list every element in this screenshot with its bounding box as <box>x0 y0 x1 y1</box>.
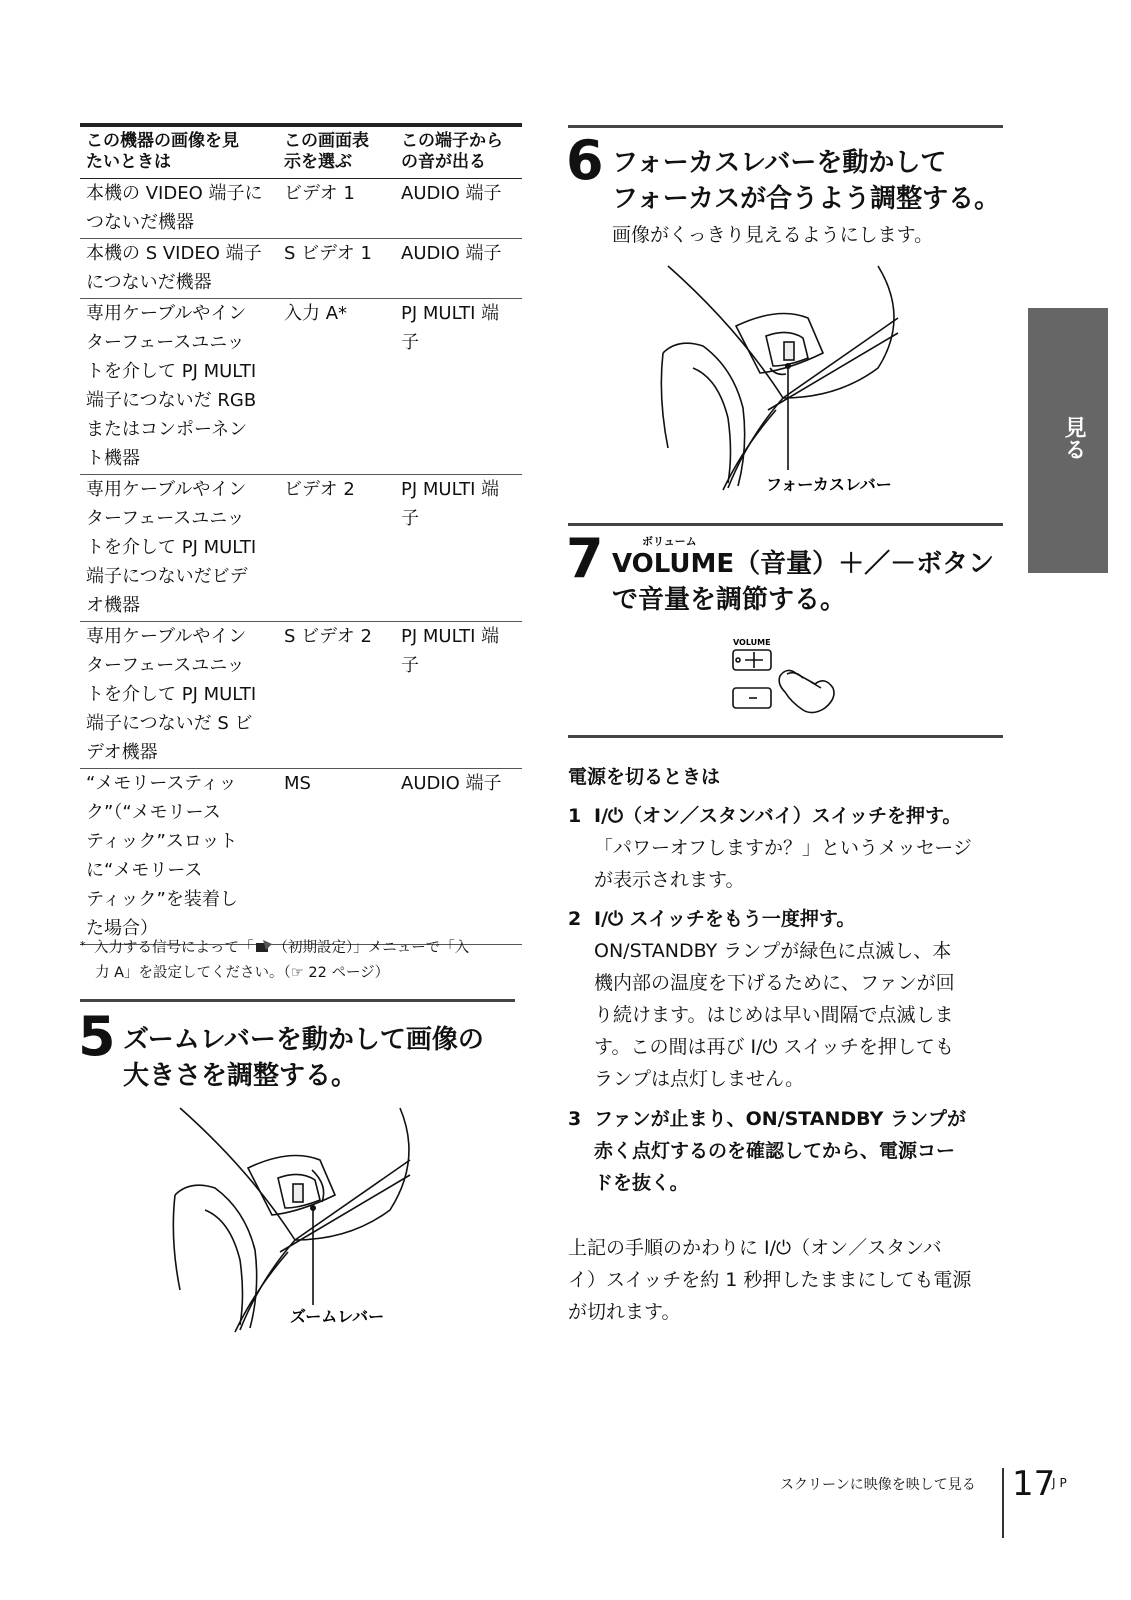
power-section-rule <box>568 735 1003 738</box>
step7-title: VOLUME（音量）＋／－ボタン で音量を調節する。 <box>612 549 995 615</box>
step5-rule <box>80 999 515 1002</box>
power-off-heading: 電源を切るときは <box>568 766 721 788</box>
power-off-note: 上記の手順のかわりに I/⏻（オン／スタンバ イ）スイッチを約 1 秒押したままにしても電源 が切れます。 <box>568 1237 972 1323</box>
table-cell: 本機の S VIDEO 端子 につないだ機器 <box>86 243 262 293</box>
table-cell: 専用ケーブルやイン ターフェースユニッ トを介して PJ MULTI 端子につないだ S ビ デオ機器 <box>86 626 257 763</box>
focus-lever-illustration <box>648 258 913 498</box>
signal-source-table <box>80 123 522 945</box>
table-cell: S ビデオ 2 <box>284 626 372 647</box>
table-cell: AUDIO 端子 <box>401 773 502 794</box>
page-number: 17 <box>1012 1464 1056 1504</box>
table-cell: ビデオ 2 <box>284 479 355 500</box>
table-cell: 入力 A* <box>284 303 348 324</box>
table-body <box>80 179 522 945</box>
table-row <box>80 179 522 239</box>
header-cell: この画面表 示を選ぶ <box>284 131 369 172</box>
footer-divider <box>1002 1468 1004 1538</box>
header-cell: この機器の画像を見 たいときは <box>86 131 239 172</box>
step5-title: ズームレバーを動かして画像の 大きさを調整する。 <box>123 1025 484 1091</box>
volume-label: VOLUME <box>733 638 771 647</box>
power-off-step-2: 2 I/⏻ スイッチをもう一度押す。 ON/STANDBY ランプが緑色に点滅し、本 機内部の温度を下げるために、ファンが回 り続けます。はじめは早い間隔で点滅しま す。この間は再び I/⏻ スイッチを押しても ランプは点灯しません。 <box>568 908 955 1090</box>
page-suffix: JP <box>1052 1476 1071 1490</box>
table-cell: ビデオ 1 <box>284 183 355 204</box>
step7-ruby: ボリューム <box>642 535 697 548</box>
table-row <box>80 769 522 945</box>
table-row <box>80 239 522 299</box>
table-row <box>80 475 522 622</box>
zoom-lever-label: ズームレバー <box>290 1307 385 1326</box>
step6-title: フォーカスレバーを動かして フォーカスが合うよう調整する。 <box>612 148 1001 214</box>
settings-menu-icon <box>254 938 274 954</box>
table-cell: AUDIO 端子 <box>401 183 502 204</box>
table-cell: MS <box>284 773 311 794</box>
table-footnote: * 入力する信号によって「 （初期設定）」メニューで「入 力 A」を設定してください。（☞ 22 ページ） <box>80 939 470 981</box>
table-cell: S ビデオ 1 <box>284 243 372 264</box>
step6-rule <box>568 125 1003 128</box>
table-row <box>80 299 522 475</box>
power-off-step-1: 1 I/⏻（オン／スタンバイ）スイッチを押す。 「パワーオフしますか？」というメッセージ が表示されます。 <box>568 805 972 891</box>
table-cell: AUDIO 端子 <box>401 243 502 264</box>
header-cell: この端子から の音が出る <box>401 131 503 172</box>
table-cell: PJ MULTI 端 子 <box>401 479 500 529</box>
volume-buttons-illustration <box>725 636 845 721</box>
table-cell: “メモリースティッ ク”（“メモリース ティック”スロット に“メモリース ティック”を装着し た場合） <box>86 773 238 939</box>
zoom-lever-illustration <box>160 1100 425 1340</box>
side-tab-label: 見る <box>1061 416 1086 460</box>
step6-description: 画像がくっきり見えるようにします。 <box>612 224 934 246</box>
table-row <box>80 622 522 769</box>
footer-chapter-title: スクリーンに映像を映して見る <box>780 1477 976 1493</box>
table-cell: 本機の VIDEO 端子に つないだ機器 <box>86 183 263 233</box>
step7-rule <box>568 523 1003 526</box>
step7-number: 7 <box>566 527 604 590</box>
focus-lever-label: フォーカスレバー <box>766 475 892 494</box>
power-off-step-3: 3 ファンが止まり、ON/STANDBY ランプが 赤く点灯するのを確認してから、電源コー ドを抜く。 <box>568 1108 966 1194</box>
table-cell: 専用ケーブルやイン ターフェースユニッ トを介して PJ MULTI 端子につないだビデ オ機器 <box>86 479 257 616</box>
chapter-side-tab <box>1028 308 1108 573</box>
step6-number: 6 <box>566 129 604 192</box>
table-cell: PJ MULTI 端 子 <box>401 626 500 676</box>
step5-number: 5 <box>78 1005 116 1068</box>
table-cell: 専用ケーブルやイン ターフェースユニッ トを介して PJ MULTI 端子につないだ RGB またはコンポーネン ト機器 <box>86 303 257 469</box>
table-cell: PJ MULTI 端 子 <box>401 303 500 353</box>
table-header-row <box>80 127 522 179</box>
